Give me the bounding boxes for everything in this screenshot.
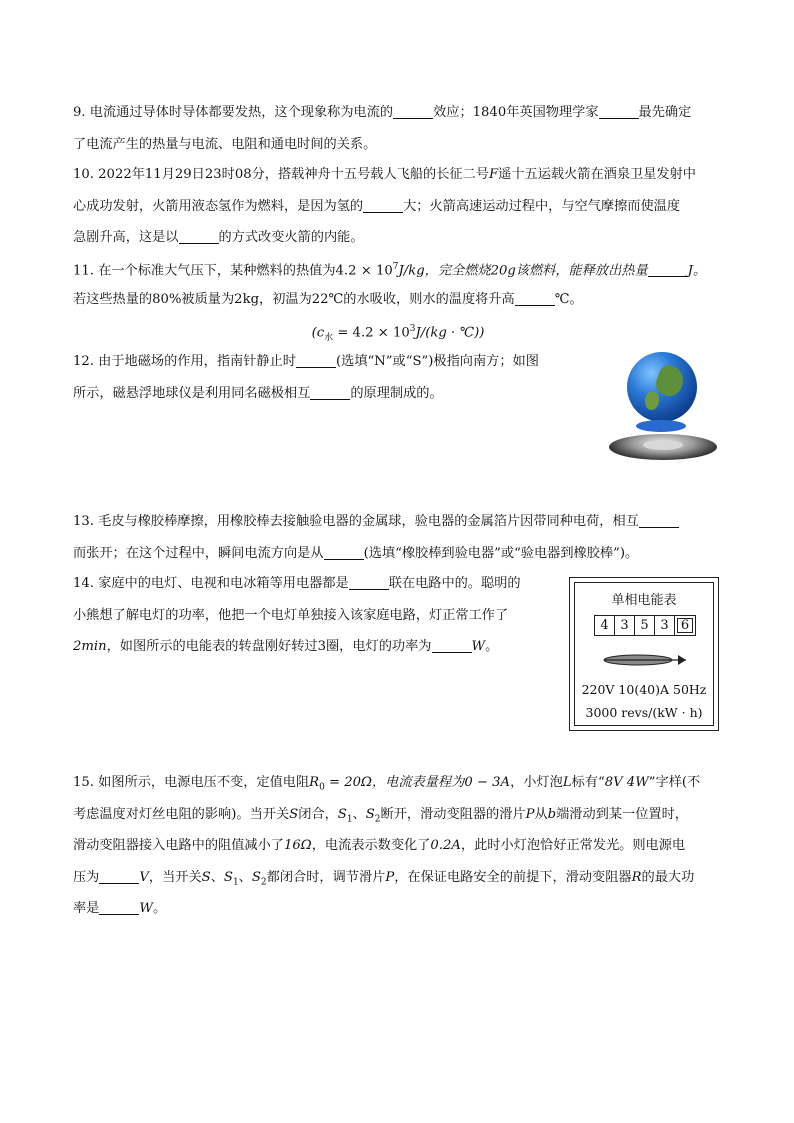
q15-text: 、 <box>352 806 366 822</box>
q10-text-6: 的方式改变火箭的内能。 <box>218 230 364 245</box>
energy-meter-figure <box>569 577 719 731</box>
q14-text-5: 。 <box>485 639 499 654</box>
q15-text: 率是 <box>73 901 100 916</box>
question-13 <box>73 506 679 569</box>
q15-sub: 1 <box>346 814 353 825</box>
answer-blank[interactable] <box>432 636 472 653</box>
q15-var: P <box>385 869 395 885</box>
answer-blank[interactable] <box>349 573 389 590</box>
q10-text-1: 10. 2022年11月29日23时08分，搭载神舟十五号载人飞船的长征二号 <box>73 167 489 182</box>
q15-text: ，在保证电路安全的前提下，滑动变阻器 <box>394 869 632 885</box>
q15-text: ，当开关 <box>148 869 202 885</box>
formula-unit: J/(kg · ℃)) <box>415 325 485 341</box>
q14-text-2: 联在电路中的。聪明的 <box>388 576 521 591</box>
q12-text-2: (选填“N”或“S”)极指向南方；如图 <box>335 354 539 369</box>
answer-blank[interactable] <box>599 102 639 119</box>
meter-digit-decimal: 6 <box>674 615 696 636</box>
question-15 <box>73 767 700 925</box>
q13-text-2: 而张开；在这个过程中，瞬间电流方向是从 <box>73 545 324 561</box>
q11-unit-c: ℃。 <box>554 291 583 307</box>
q15-var: W <box>139 901 153 916</box>
q15-text: 。 <box>152 901 167 916</box>
q15-var: 16Ω <box>284 838 312 853</box>
q15-var: S <box>223 869 233 885</box>
q15-text: 考虑温度对灯丝电阻的影响)。当开关 <box>73 806 290 822</box>
q15-var: S <box>251 869 261 885</box>
q15-text: 都闭合时，调节滑片 <box>266 869 386 885</box>
formula-value: = 4.2 × 10 <box>333 325 410 341</box>
q15-text: 的最大功 <box>641 869 695 885</box>
q15-var: R <box>631 869 642 885</box>
q15-text: = 20Ω，电流表量程为 <box>324 775 465 790</box>
meter-constant: 3000 revs/(kW · h) <box>585 705 703 720</box>
answer-blank[interactable] <box>648 260 688 277</box>
q9-text-2: 效应；1840年英国物理学家 <box>433 105 599 120</box>
globe-icon <box>627 352 697 422</box>
formula-sub-water: 水 <box>324 333 334 344</box>
q14-unit-w: W <box>471 639 486 654</box>
q14-text-4: ，如图所示的电能表的转盘刚好转过3圈，电灯的功率为 <box>106 639 432 654</box>
q15-text: ，电流表示数变化了 <box>311 838 431 853</box>
meter-spec: 220V 10(40)A 50Hz <box>581 682 707 697</box>
answer-blank[interactable] <box>324 543 364 560</box>
formula-c: (c <box>311 325 325 341</box>
meter-reading <box>595 615 696 636</box>
answer-blank[interactable] <box>99 898 139 915</box>
answer-blank[interactable] <box>99 867 139 884</box>
q15-sub: 0 <box>319 782 325 793</box>
meter-digit: 5 <box>634 615 655 636</box>
q15-text: 、 <box>238 869 252 885</box>
q10-text-4: 大；火箭高速运动过程中，与空气摩擦而使温度 <box>403 198 681 214</box>
q10-text-3: 心成功发射，火箭用液态氢作为燃料，是因为氢的 <box>73 198 364 214</box>
q15-text: 标有“ <box>571 775 605 790</box>
q15-text: 15. 如图所示，电源电压不变，定值电阻 <box>73 775 310 790</box>
question-14 <box>73 568 521 663</box>
q15-var: 8V 4W <box>604 775 649 790</box>
meter-digit: 3 <box>614 615 635 636</box>
q15-sub: 2 <box>260 877 267 888</box>
answer-blank[interactable] <box>310 383 350 400</box>
q11-text-3: 若这些热量的80%被质量为2kg，初温为22℃的水吸收，则水的温度将升高 <box>73 291 515 307</box>
q15-var: S <box>201 869 211 885</box>
q11-unit-j: J。 <box>687 263 707 279</box>
q11-text-2: J/kg，完全燃烧20g该燃料，能释放出热量 <box>398 263 648 279</box>
q15-sub: 1 <box>232 877 239 888</box>
q15-var: S <box>289 806 299 822</box>
q15-text: 从 <box>534 806 548 822</box>
answer-blank[interactable] <box>363 196 403 213</box>
q10-text-5: 急剧升高，这是以 <box>73 230 179 245</box>
q15-text: 闭合， <box>298 806 338 822</box>
q15-var: b <box>547 806 557 822</box>
answer-blank[interactable] <box>393 102 433 119</box>
q9-text-4: 了电流产生的热量与电流、电阻和通电时间的关系。 <box>73 136 377 152</box>
meter-title: 单相电能表 <box>611 593 677 608</box>
q12-text-1: 12. 由于地磁场的作用，指南针静止时 <box>73 354 296 369</box>
q15-var: 0.2A <box>430 838 461 853</box>
q12-text-3: 所示，磁悬浮地球仪是利用同名磁极相互 <box>73 385 311 401</box>
q15-text: ，小灯泡 <box>510 775 563 790</box>
q15-var: S <box>337 806 347 822</box>
q15-text: ，此时小灯泡恰好正常发光。则电源电 <box>460 838 686 853</box>
question-9 <box>73 97 691 160</box>
q14-time: 2min <box>73 639 107 654</box>
q15-var: P <box>525 806 535 822</box>
meter-digit: 3 <box>654 615 675 636</box>
meter-digit: 4 <box>594 615 615 636</box>
q15-var: L <box>562 775 572 790</box>
q9-text-3: 最先确定 <box>638 105 692 120</box>
question-10 <box>73 159 696 254</box>
q15-var: S <box>365 806 375 822</box>
q13-text-3: (选填“橡胶棒到验电器”或“验电器到橡胶棒”)。 <box>363 545 639 561</box>
question-12 <box>73 346 539 409</box>
maglev-globe-image <box>605 350 720 470</box>
q13-text-1: 13. 毛皮与橡胶棒摩擦，用橡胶棒去接触验电器的金属球，验电器的金属箔片因带同种电荷，相互 <box>73 514 639 529</box>
q9-text-1: 9. 电流通过导体时导体都要发热，这个现象称为电流的 <box>73 105 394 120</box>
q11-exponent: 7 <box>392 262 399 272</box>
q15-text: ”字样(不 <box>648 775 701 790</box>
q10-text-2: 遥十五运载火箭在酒泉卫星发射中 <box>498 167 696 182</box>
q15-var: R <box>309 775 320 790</box>
question-11 <box>73 252 706 315</box>
q15-text: 压为 <box>73 869 100 885</box>
q14-text-1: 14. 家庭中的电灯、电视和电冰箱等用电器都是 <box>73 576 349 591</box>
q15-var: V <box>139 869 149 885</box>
answer-blank[interactable] <box>639 511 679 528</box>
q15-text: 、 <box>210 869 224 885</box>
q15-text: 滑动变阻器接入电路中的阻值减小了 <box>73 838 284 853</box>
rotating-disk-icon <box>600 650 690 670</box>
q10-var-f: F <box>488 167 499 182</box>
answer-blank[interactable] <box>515 289 555 306</box>
answer-blank[interactable] <box>179 227 219 244</box>
q15-text: 断开，滑动变阻器的滑片 <box>380 806 526 822</box>
q11-text-1: 11. 在一个标准大气压下，某种燃料的热值为4.2 × 10 <box>73 263 393 279</box>
q12-text-4: 的原理制成的。 <box>350 385 443 401</box>
answer-blank[interactable] <box>296 351 336 368</box>
q14-text-3: 小熊想了解电灯的功率，他把一个电灯单独接入该家庭电路，灯正常工作了 <box>73 607 509 623</box>
formula-exponent: 3 <box>409 324 416 334</box>
q15-sub: 2 <box>374 814 381 825</box>
q15-var: 0 − 3A <box>464 775 511 790</box>
q15-text: 端滑动到某一位置时， <box>556 806 688 822</box>
